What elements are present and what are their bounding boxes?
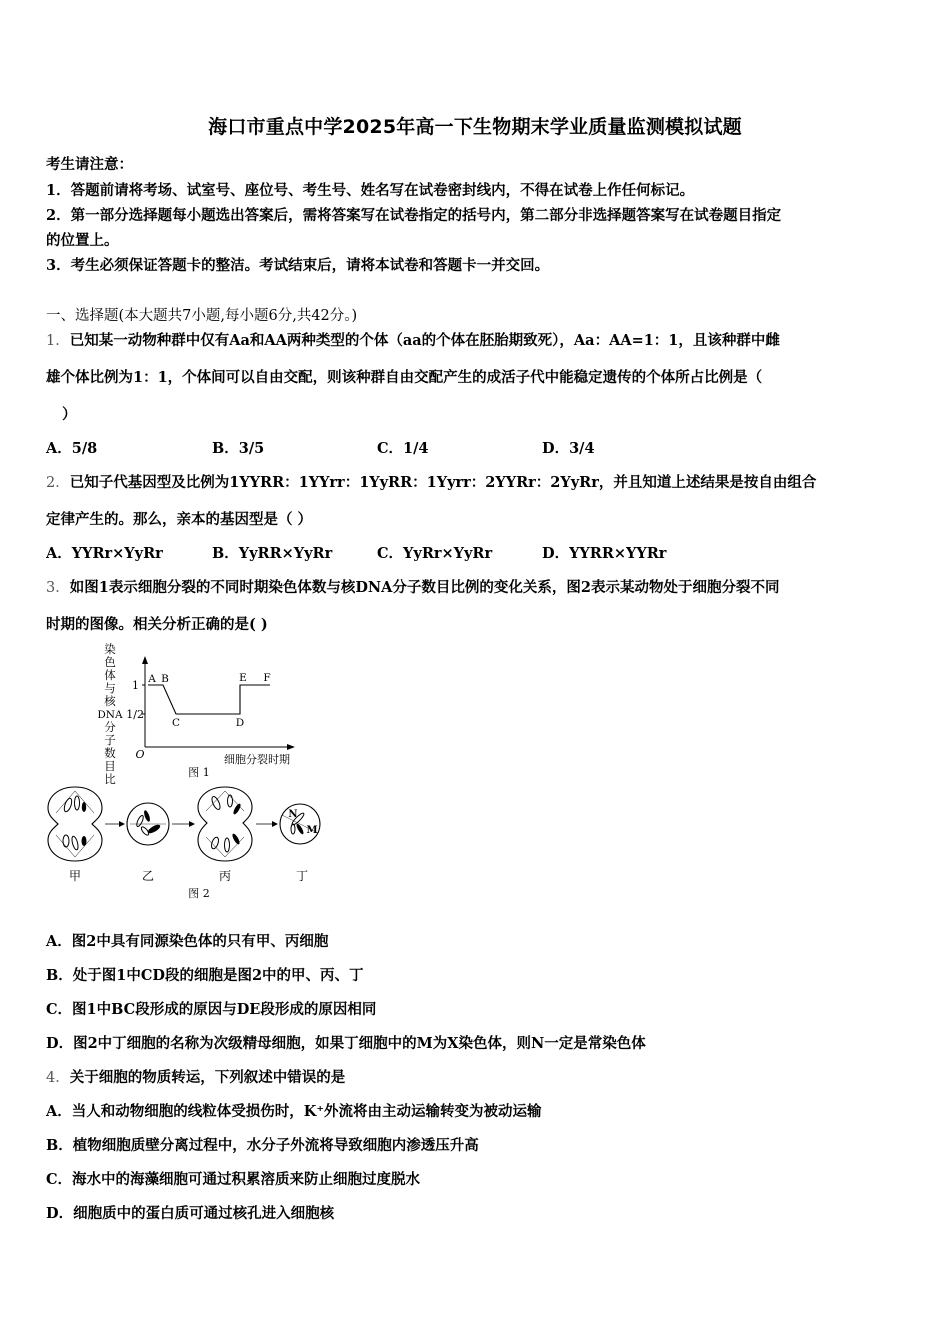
fig1-ratio-curve xyxy=(148,685,270,714)
fig1-ylabel-8: 数 xyxy=(104,746,116,760)
fig1-ylabel-3: 与 xyxy=(104,681,116,695)
fig1-ylabel-7: 子 xyxy=(104,733,116,747)
fig1-y-arrow xyxy=(142,656,148,664)
cell-label-ding: 丁 xyxy=(295,869,309,883)
q3-option-a[interactable]: A．图2中具有同源染色体的只有甲、丙细胞 xyxy=(46,933,329,950)
fig2-caption: 图 2 xyxy=(188,887,210,900)
question-3-text-1: 如图1表示细胞分裂的不同时期染色体数与核DNA分子数目比例的变化关系，图2表示某动物处于细胞分裂不同 xyxy=(69,579,780,596)
fig1-ylabel-0: 染 xyxy=(104,642,116,656)
fig1-point-b: B xyxy=(161,673,169,685)
figure-2-cells xyxy=(44,783,334,901)
cell-label-bing: 丙 xyxy=(218,869,232,883)
fig1-ylabel-4: 核 xyxy=(104,694,116,708)
question-1-line-3: ） xyxy=(62,406,77,423)
q1-option-b[interactable]: B．3/5 xyxy=(212,440,265,457)
section-heading: 一、选择题(本大题共7小题,每小题6分,共42分。) xyxy=(46,308,358,324)
fig1-ytick-1: 1 xyxy=(132,679,139,692)
q2-option-c[interactable]: C．YyRr×YyRr xyxy=(377,545,493,562)
q3-option-b[interactable]: B．处于图1中CD段的细胞是图2中的甲、丙、丁 xyxy=(46,967,364,984)
cell-label-yi: 乙 xyxy=(141,869,155,883)
q4-option-a[interactable]: A．当人和动物细胞的线粒体受损伤时，K⁺外流将由主动运输转变为被动运输 xyxy=(46,1103,542,1120)
fig1-point-d: D xyxy=(235,717,245,729)
question-2-number: 2． xyxy=(46,475,70,491)
notice-item-1: 1．答题前请将考场、试室号、座位号、考生号、姓名写在试卷密封线内，不得在试卷上作任何标记。 xyxy=(46,182,695,199)
question-4-number: 4． xyxy=(46,1070,70,1086)
q3-option-c[interactable]: C．图1中BC段形成的原因与DE段形成的原因相同 xyxy=(46,1001,377,1018)
cell-label-jia: 甲 xyxy=(68,869,82,883)
fig1-x-arrow xyxy=(287,744,295,750)
question-1-line-1 xyxy=(46,329,780,350)
notice-item-2: 2．第一部分选择题每小题选出答案后，需将答案写在试卷指定的括号内，第二部分非选择题答案写在试卷题目指定 xyxy=(46,207,782,224)
fig1-caption: 图 1 xyxy=(188,766,210,779)
question-1-text-1: 已知某一动物种群中仅有Aa和AA两种类型的个体（aa的个体在胚胎期致死），Aa：AA=1：1，且该种群中雌 xyxy=(69,332,780,349)
q1-option-d[interactable]: D．3/4 xyxy=(542,440,595,457)
figure-1-graph xyxy=(95,640,315,785)
cell-jia xyxy=(48,787,102,861)
fig1-xlabel: 细胞分裂时期 xyxy=(224,753,290,766)
q1-option-c[interactable]: C．1/4 xyxy=(377,440,429,457)
cell-ding-label-n: N xyxy=(288,809,298,820)
notice-item-2-cont: 的位置上。 xyxy=(46,232,119,249)
q1-option-a[interactable]: A．5/8 xyxy=(46,440,98,457)
q4-option-b[interactable]: B．植物细胞质壁分离过程中，水分子外流将导致细胞内渗透压升高 xyxy=(46,1137,479,1154)
question-3-line-2: 时期的图像。相关分析正确的是( ) xyxy=(46,616,268,633)
q4-option-c[interactable]: C．海水中的海藻细胞可通过积累溶质来防止细胞过度脱水 xyxy=(46,1171,421,1188)
fig1-ytick-half: 1/2 xyxy=(126,708,144,721)
question-2-line-2: 定律产生的。那么，亲本的基因型是（ ） xyxy=(46,511,313,528)
question-2-line-1 xyxy=(46,471,816,492)
notice-item-3: 3．考生必须保证答题卡的整洁。考试结束后，请将本试卷和答题卡一并交回。 xyxy=(46,257,550,274)
fig1-ylabel-9: 目 xyxy=(104,759,116,773)
question-3-line-1 xyxy=(46,576,780,597)
q3-option-d[interactable]: D．图2中丁细胞的名称为次级精母细胞，如果丁细胞中的M为X染色体，则N一定是常染色体 xyxy=(46,1035,646,1052)
fig1-point-a: A xyxy=(148,673,156,685)
question-3-number: 3． xyxy=(46,580,70,596)
q2-option-b[interactable]: B．YyRR×YyRr xyxy=(212,545,333,562)
exam-title: 海口市重点中学2025年高一下生物期末学业质量监测模拟试题 xyxy=(208,116,742,138)
cell-ding-label-m: M xyxy=(306,825,318,836)
q2-option-d[interactable]: D．YYRR×YYRr xyxy=(542,545,667,562)
question-1-number: 1． xyxy=(46,333,70,349)
fig1-ylabel-6: 分 xyxy=(104,720,116,734)
fig1-ylabel-10: 比 xyxy=(104,772,116,785)
fig1-ylabel-5: DNA xyxy=(97,709,123,721)
q4-option-d[interactable]: D．细胞质中的蛋白质可通过核孔进入细胞核 xyxy=(46,1205,335,1222)
question-4-stem: 关于细胞的物质转运，下列叙述中错误的是 xyxy=(69,1069,346,1086)
cell-bing xyxy=(198,787,252,861)
question-1-line-2: 雄个体比例为1：1，个体间可以自由交配，则该种群自由交配产生的成活子代中能稳定遗传的个体所占比例是（ xyxy=(46,369,763,386)
fig1-point-f: F xyxy=(263,672,271,684)
q2-option-a[interactable]: A．YYRr×YyRr xyxy=(46,545,163,562)
question-2-text-1: 已知子代基因型及比例为1YYRR：1YYrr：1YyRR：1Yyrr：2YYRr：2YyRr，并且知道上述结果是按自由组合 xyxy=(69,474,817,491)
fig1-origin: O xyxy=(135,748,145,761)
fig1-point-c: C xyxy=(171,717,181,729)
cell-yi xyxy=(127,803,169,845)
fig1-ylabel-2: 体 xyxy=(104,668,116,682)
fig1-point-e: E xyxy=(239,672,247,684)
fig1-ylabel-1: 色 xyxy=(104,655,116,669)
cell-ding xyxy=(280,804,320,844)
question-4-line-1 xyxy=(46,1066,345,1087)
notice-heading: 考生请注意： xyxy=(46,156,133,173)
